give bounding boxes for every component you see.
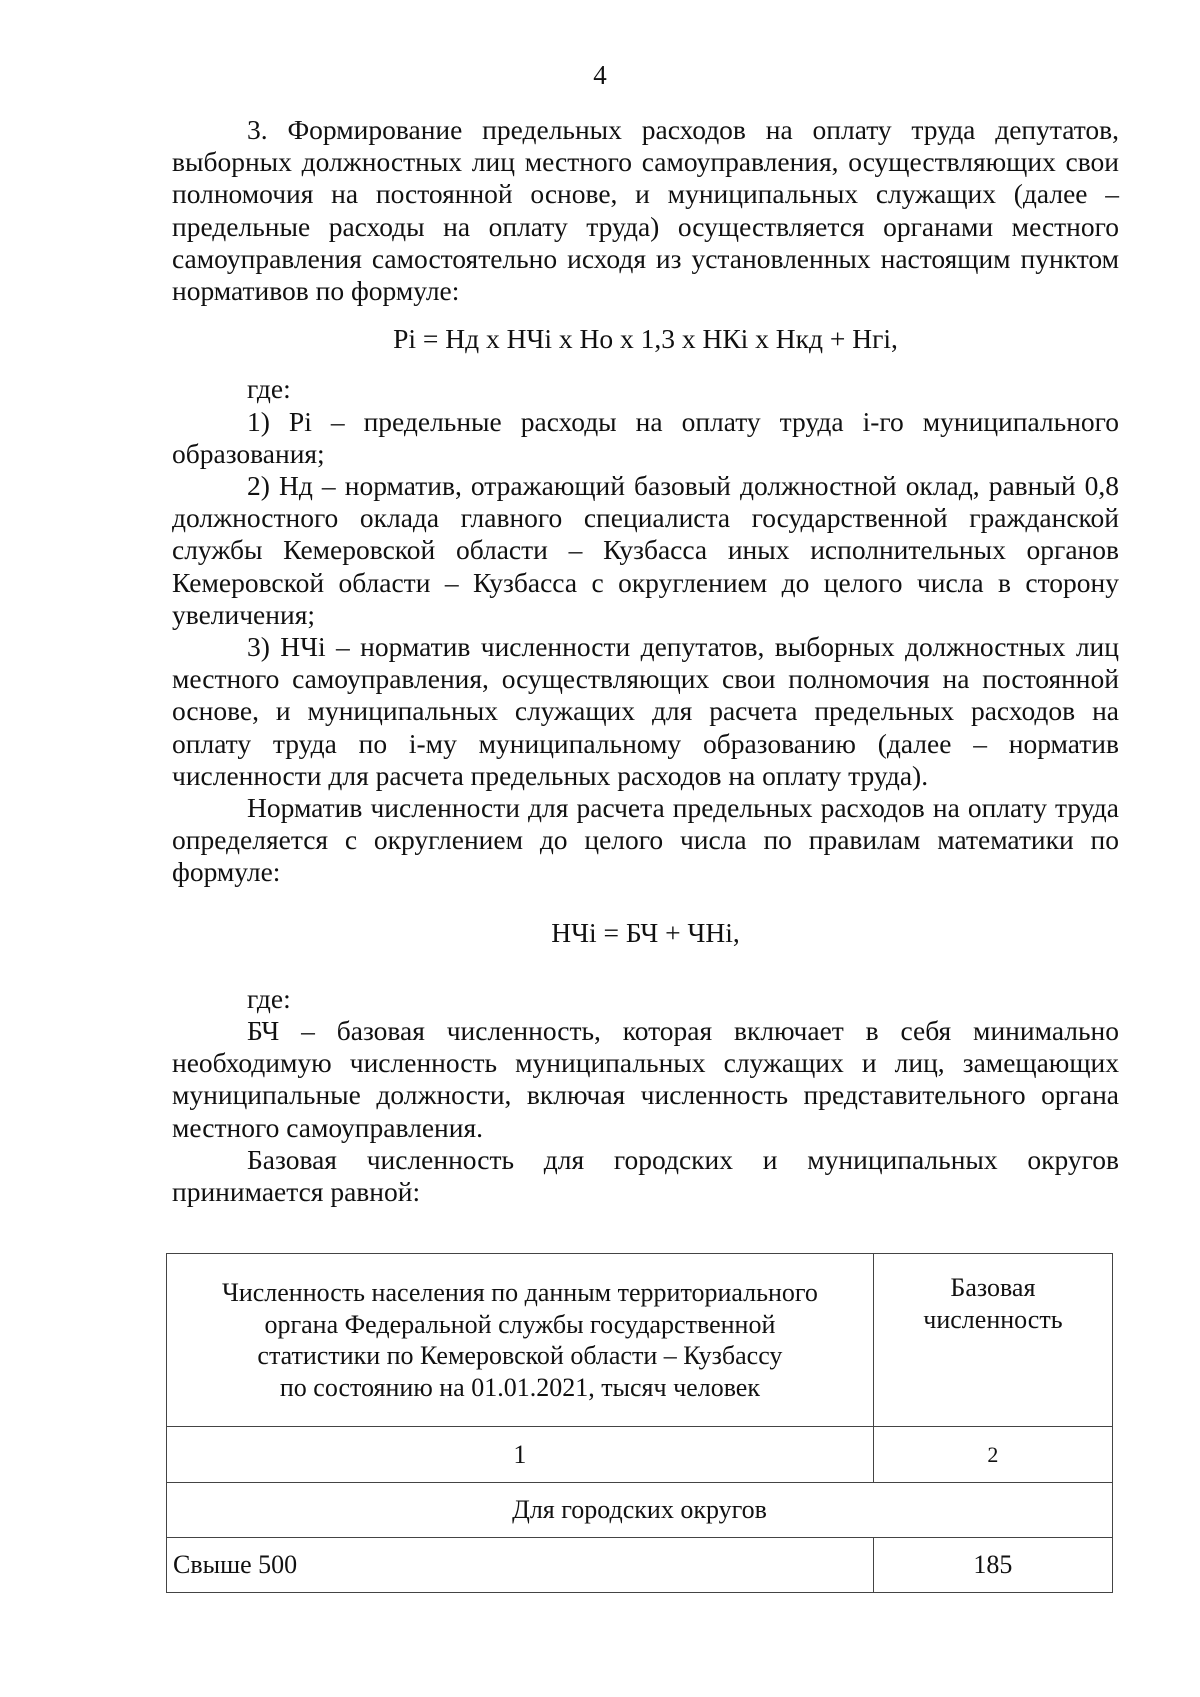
population-cell: Свыше 500	[167, 1538, 874, 1593]
group-label: Для городских округов	[167, 1483, 1113, 1538]
paragraph-base-headcount-equal: Базовая численность для городских и муниципальных округов принимается равной:	[172, 1143, 1119, 1208]
where-label: где:	[247, 373, 291, 405]
where-label-2: где:	[247, 982, 291, 1014]
table-header-row	[167, 1254, 1113, 1427]
header-line: Численность населения по данным территориального	[221, 1278, 818, 1307]
item-2: 2) Нд – норматив, отражающий базовый должностной оклад, равный 0,8 должностного оклада главного специалиста государственной гражданской службы Кемеровской области – Кузбасса иных исполнительных органов Кемеровской области – Кузбасса с округлением до целого числа в сторону увеличения;	[172, 470, 1119, 630]
table-header-base	[873, 1254, 1112, 1427]
page-number: 4	[593, 60, 607, 90]
header-line: органа Федеральной службы государственной	[264, 1309, 776, 1339]
table-header-population	[167, 1254, 874, 1427]
formula-limit-expenses: Рi = Нд х НЧi х Но х 1,3 х НКi х Нкд + Нгi,	[393, 323, 898, 355]
header-line: по состоянию на 01.01.2021, тысяч человек	[279, 1372, 760, 1402]
column-number: 1	[167, 1427, 874, 1483]
base-headcount-table	[166, 1253, 1113, 1593]
table-column-number-row	[167, 1427, 1113, 1483]
formula-headcount: НЧi = БЧ + ЧНi,	[551, 916, 740, 948]
column-number: 2	[873, 1427, 1112, 1483]
paragraph-base-headcount: БЧ – базовая численность, которая включает в себя минимально необходимую численность муниципальных служащих и лиц, замещающих муниципальные должности, включая численность представительного органа местного самоуправления.	[172, 1015, 1119, 1143]
table-row	[167, 1538, 1113, 1593]
item-1: 1) Рi – предельные расходы на оплату труда i-го муниципального образования;	[172, 405, 1119, 469]
document-body	[172, 114, 1119, 1208]
item-3: 3) НЧi – норматив численности депутатов, выборных должностных лиц местного самоуправления, осуществляющих свои полномочия на постоянной основе, и муниципальных служащих для расчета предельных расходов на оплату труда по i-му муниципальному образованию (далее – норматив численности для расчета предельных расходов на оплату труда).	[172, 631, 1119, 791]
paragraph-norm-headcount: Норматив численности для расчета предельных расходов на оплату труда определяется с округлением до целого числа по правилам математики по формуле:	[172, 792, 1119, 888]
header-line: Базовая	[950, 1273, 1036, 1302]
paragraph-formation: 3. Формирование предельных расходов на оплату труда депутатов, выборных должностных лиц местного самоуправления, осуществляющих свои полномочия на постоянной основе, и муниципальных служащих (далее – предельные расходы на оплату труда) осуществляется органами местного самоуправления самостоятельно исходя из установленных настоящим пунктом нормативов по формуле:	[172, 114, 1119, 307]
header-line: статистики по Кемеровской области – Кузбассу	[257, 1341, 783, 1370]
base-headcount-cell: 185	[873, 1538, 1112, 1593]
table-group-row	[167, 1483, 1113, 1538]
header-line: численность	[923, 1304, 1063, 1334]
